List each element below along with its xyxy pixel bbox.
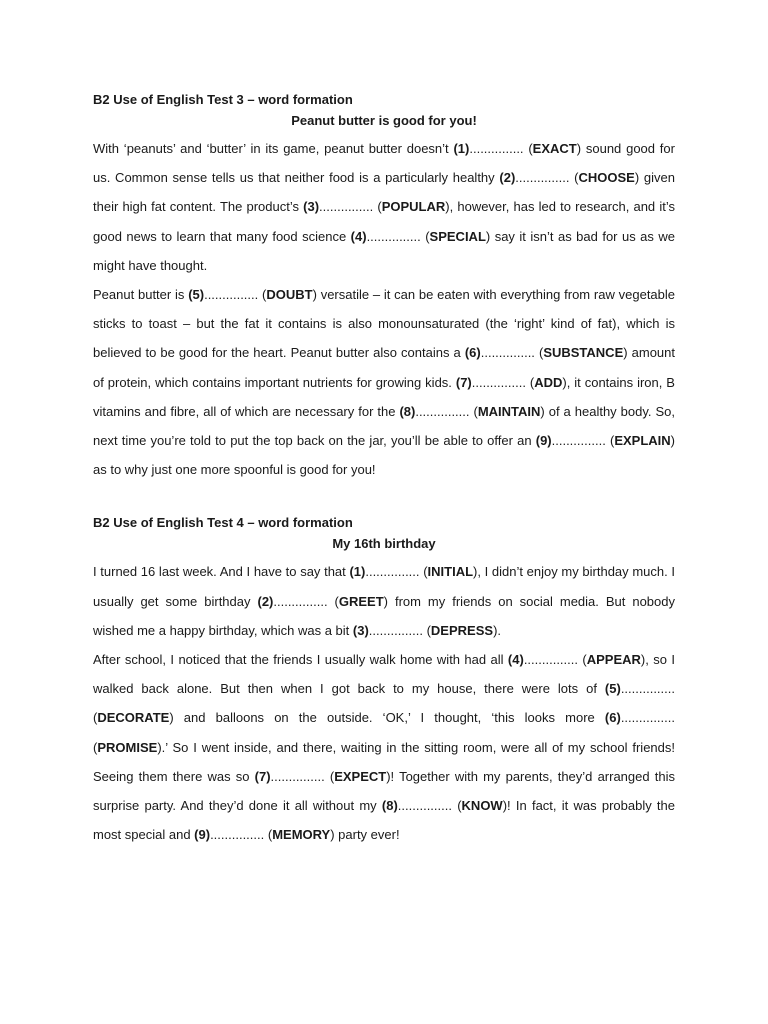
- text-run: ............... (: [365, 564, 428, 580]
- bold-text-run: DEPRESS: [430, 622, 494, 638]
- bold-text-run: (5): [188, 287, 205, 303]
- text-run: I turned 16 last week. And I have to say that: [93, 564, 350, 580]
- bold-text-run: EXACT: [532, 141, 577, 156]
- text-run: ............... (: [273, 593, 339, 609]
- text-run: ) as to why just one more spoonful is good for you!: [93, 433, 675, 478]
- bold-text-run: (6): [464, 345, 481, 361]
- bold-text-run: POPULAR: [381, 199, 446, 215]
- bold-text-run: SUBSTANCE: [543, 345, 624, 361]
- bold-text-run: (9): [194, 827, 211, 843]
- text-run: ) sound good for us. Common sense tells us that neither food is a particularly healthy: [93, 141, 675, 186]
- bold-text-run: INITIAL: [427, 564, 474, 580]
- test-4-paragraph-1: [93, 557, 675, 645]
- text-run: ............... (: [93, 681, 675, 726]
- test-4-heading: B2 Use of English Test 4 – word formation: [93, 515, 353, 531]
- bold-text-run: KNOW: [461, 798, 503, 814]
- test-4-section: [93, 513, 675, 849]
- text-run: ) say it isn’t as bad for us as we might have thought.: [93, 228, 676, 273]
- bold-text-run: (7): [455, 374, 472, 390]
- bold-text-run: (6): [604, 710, 621, 726]
- bold-text-run: (9): [535, 433, 552, 449]
- test-3-section: [93, 90, 675, 484]
- text-run: ............... (: [366, 228, 430, 244]
- bold-text-run: GREET: [338, 593, 384, 609]
- text-run: Peanut butter is: [93, 287, 189, 303]
- test-4-paragraph-2: [93, 645, 675, 849]
- text-run: ), I didn’t enjoy my birthday much. I usually get some birthday: [93, 564, 676, 609]
- bold-text-run: (3): [352, 622, 369, 638]
- bold-text-run: (8): [399, 403, 416, 419]
- bold-text-run: (8): [381, 798, 398, 814]
- bold-text-run: (7): [254, 768, 271, 784]
- bold-text-run: (3): [303, 199, 320, 215]
- test-3-paragraph-1: [93, 134, 675, 280]
- bold-text-run: MEMORY: [272, 827, 331, 843]
- bold-text-run: (4): [350, 228, 367, 244]
- bold-text-run: (4): [507, 652, 524, 668]
- test-3-paragraph-2: [93, 280, 675, 484]
- text-run: ), however, has led to research, and it’s good news to learn that many food science: [93, 199, 675, 244]
- test-3-heading: B2 Use of English Test 3 – word formation: [93, 92, 353, 107]
- bold-text-run: APPEAR: [586, 652, 641, 668]
- text-run: ............... (: [515, 170, 579, 186]
- test-4-title: My 16th birthday: [332, 536, 436, 552]
- text-run: ) party ever!: [330, 827, 400, 843]
- text-run: ............... (: [204, 287, 267, 303]
- text-run: ............... (: [551, 433, 615, 449]
- bold-text-run: (1): [349, 564, 366, 580]
- text-run: ............... (: [415, 403, 478, 419]
- test-3-title: Peanut butter is good for you!: [291, 113, 477, 128]
- bold-text-run: DOUBT: [266, 287, 313, 303]
- text-run: ), it contains iron, B vitamins and fibre, all of which are necessary for the: [93, 374, 675, 419]
- text-run: ............... (: [523, 652, 587, 668]
- bold-text-run: PROMISE: [97, 739, 158, 755]
- bold-text-run: (5): [604, 681, 621, 697]
- bold-text-run: SPECIAL: [429, 228, 486, 244]
- bold-text-run: EXPECT: [334, 768, 387, 784]
- text-run: ) of a healthy body. So, next time you’re told to put the top back on the jar, you’ll be able to offer an: [93, 403, 675, 449]
- text-run: ) versatile – it can be eaten with everything from raw vegetable sticks to toast – but the fat it contains is also monounsaturated (the ‘right’ kind of fat), which is believed to be good for the heart. Peanut butter also contains a: [93, 287, 676, 361]
- text-run: )! Together with my parents, they’d arranged this surprise party. And they’d done it all without my: [93, 768, 675, 814]
- text-run: ............... (: [319, 199, 382, 215]
- text-run: ............... (: [469, 141, 533, 156]
- text-run: ............... (: [93, 710, 675, 755]
- bold-text-run: (2): [257, 593, 274, 609]
- text-run: ............... (: [480, 345, 544, 361]
- bold-text-run: DECORATE: [97, 710, 170, 726]
- text-run: ) and balloons on the outside. ‘OK,’ I thought, ‘this looks more: [169, 710, 605, 726]
- text-run: ), so I walked back alone. But then when I got back to my house, there were lots of: [93, 652, 675, 697]
- text-run: ............... (: [210, 827, 273, 843]
- text-run: ) from my friends on social media. But nobody wished me a happy birthday, which was a bit: [93, 593, 676, 638]
- text-run: ).’ So I went inside, and there, waiting in the sitting room, were all of my school friends! Seeing them there was so: [93, 739, 675, 784]
- text-run: ) given their high fat content. The product’s: [93, 170, 675, 215]
- text-run: ............... (: [471, 374, 535, 390]
- text-run: With ‘peanuts’ and ‘butter’ in its game, peanut butter doesn’t: [93, 141, 454, 156]
- text-run: )! In fact, it was probably the most special and: [93, 798, 676, 843]
- bold-text-run: (2): [499, 170, 516, 186]
- text-run: ).: [493, 622, 502, 638]
- bold-text-run: EXPLAIN: [614, 433, 671, 449]
- bold-text-run: MAINTAIN: [477, 403, 541, 419]
- bold-text-run: CHOOSE: [578, 170, 635, 186]
- bold-text-run: ADD: [534, 374, 563, 390]
- text-run: After school, I noticed that the friends I usually walk home with had all: [93, 652, 508, 668]
- text-run: ............... (: [368, 622, 431, 638]
- text-run: ) amount of protein, which contains important nutrients for growing kids.: [93, 345, 676, 390]
- document-page: [93, 90, 675, 849]
- text-run: ............... (: [270, 768, 335, 784]
- bold-text-run: (1): [453, 141, 470, 156]
- text-run: ............... (: [397, 798, 462, 814]
